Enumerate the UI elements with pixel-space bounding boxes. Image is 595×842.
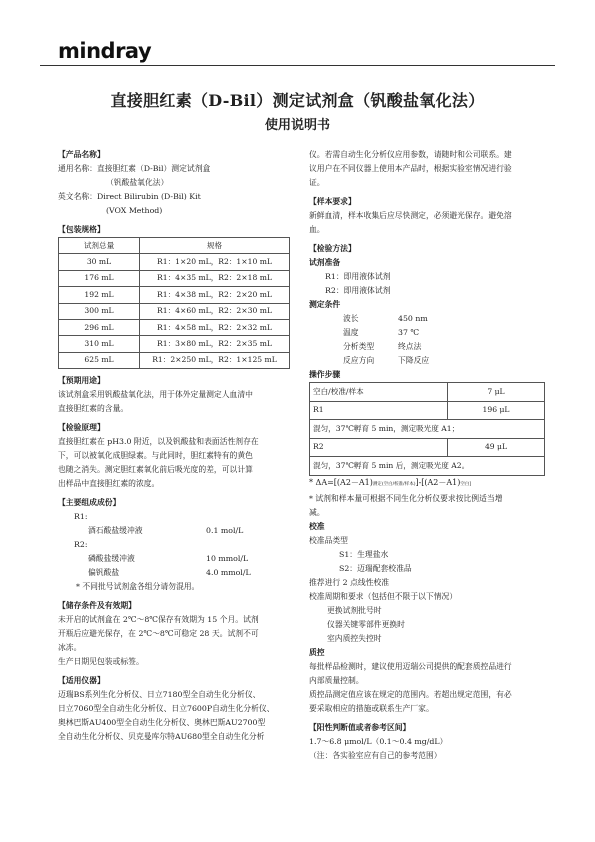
table-row — [59, 270, 290, 286]
paragraph-line: 全自动生化分析仪、贝克曼库尔特AU680型全自动生化分析 — [58, 732, 265, 742]
table-row — [310, 420, 545, 439]
table-row — [59, 287, 290, 303]
paragraph-line: 出样品中直接胆红素的浓度。 — [58, 479, 160, 489]
english-name-method: (VOX Method) — [106, 206, 163, 215]
paragraph-line: 血。 — [309, 225, 325, 234]
table-row — [310, 457, 545, 476]
section-heading-principle: 【检验原理】 — [58, 423, 105, 433]
reagent-item: R1：即用液体试剂 — [325, 272, 391, 281]
calibration-case: 室内质控失控时 — [327, 633, 382, 643]
table-header-cell: 试剂总量 — [59, 238, 140, 254]
paragraph-line: 日立7060型全自动生化分析仪、日立7600P自动生化分析仪、 — [58, 704, 275, 714]
section-heading-instruments: 【适用仪器】 — [58, 676, 105, 686]
paragraph-line: 下，可以被氧化成胆绿素。与此同时，胆红素特有的黄色 — [58, 451, 253, 461]
document-subtitle: 使用说明书 — [264, 118, 330, 133]
paragraph-line: 未开启的试剂盒在 2℃～8℃保存有效期为 15 个月。试剂 — [58, 615, 259, 625]
table-cell: 310 mL — [59, 336, 140, 352]
left-column — [58, 148, 290, 744]
table-cell: R1：1×20 mL，R2：1×10 mL — [140, 254, 290, 270]
table-cell: 296 mL — [59, 319, 140, 335]
paragraph-line: 议用户在不同仪器上使用本产品时，根据实验室情况进行验 — [309, 164, 512, 173]
right-column — [309, 148, 545, 763]
document-title: 直接胆红素（D-Bil）测定试剂盒（钒酸盐氧化法） — [110, 91, 485, 110]
component-item: 磷酸盐缓冲液 10 mmol/L — [88, 554, 249, 564]
table-header-cell: 规格 — [140, 238, 290, 254]
subheading-reagent-prep: 试剂准备 — [309, 258, 341, 267]
paragraph-line: 生产日期见包装或标签。 — [58, 657, 144, 667]
calibrator-item: S1：生理盐水 — [339, 549, 389, 559]
paragraph-line: 冰冻。 — [58, 643, 82, 653]
generic-name: 通用名称：直接胆红素（D-Bil）测定试剂盒 — [58, 164, 211, 173]
section-heading-method: 【检验方法】 — [309, 244, 356, 253]
subheading-qc: 质控 — [309, 647, 325, 657]
calibration-case: 更换试剂批号时 — [327, 605, 382, 615]
calibrator-item: S2：迈瑞配套校准品 — [339, 563, 412, 573]
component-item: 酒石酸盐缓冲液 0.1 mol/L — [88, 526, 244, 536]
table-cell: 300 mL — [59, 303, 140, 319]
table-row — [310, 401, 545, 420]
table-cell: 7 μL — [448, 383, 545, 402]
table-cell: 192 mL — [59, 287, 140, 303]
table-cell: 混匀，37℃孵育 5 min 后，测定吸光度 A2。 — [310, 457, 545, 476]
table-cell: 空白/校准/样本 — [310, 383, 448, 402]
component-group-r1: R1: — [74, 512, 88, 522]
condition-row: 反应方向 下降反应 — [343, 356, 430, 365]
section-heading-sample: 【样本要求】 — [309, 197, 356, 206]
table-cell: 49 μL — [448, 438, 545, 457]
table-cell: R2 — [310, 438, 448, 457]
component-item: 偏钒酸盐 4.0 mmol/L — [88, 568, 251, 578]
subheading-steps: 操作步骤 — [309, 370, 341, 379]
paragraph-line: 也随之消失。测定胆红素氧化前后吸光度的差，可以计算 — [58, 465, 253, 475]
packaging-table — [58, 237, 290, 369]
table-row — [59, 254, 290, 270]
table-cell: 混匀，37℃孵育 5 min，测定吸光度 A1； — [310, 420, 545, 439]
paragraph-line: * 试剂和样本量可根据不同生化分析仪要求按比例适当增 — [309, 493, 503, 503]
table-row — [59, 303, 290, 319]
paragraph-line: 质控品测定值应该在规定的范围内。若超出规定范围，有必 — [309, 689, 512, 699]
section-heading-product-name: 【产品名称】 — [58, 150, 105, 159]
table-cell: R1：4×35 mL，R2：2×18 mL — [140, 270, 290, 286]
condition-row: 分析类型 终点法 — [343, 342, 422, 351]
calibration-case: 仪器关键零部件更换时 — [327, 619, 405, 629]
paragraph-line: 直接胆红素在 pH3.0 附近，以及钒酸盐和表面活性剂存在 — [58, 437, 259, 447]
paragraph-line: 证。 — [309, 178, 325, 187]
procedure-table — [309, 382, 545, 476]
paragraph-line: 开瓶后应避光保存，在 2℃～8℃可稳定 28 天。试剂不可 — [58, 629, 259, 639]
table-row — [59, 336, 290, 352]
table-cell: 625 mL — [59, 352, 140, 368]
condition-row: 温度 37 ℃ — [343, 328, 420, 337]
paragraph-line: 内部质量控制。 — [309, 675, 364, 685]
delta-a-formula: * ΔA=[(A2－A1)测定(空白/校准/样本)]-[(A2－A1)空白] — [309, 477, 472, 487]
reagent-item: R2：即用液体试剂 — [325, 286, 391, 295]
paragraph-line: 该试剂盒采用钒酸盐氧化法，用于体外定量测定人血清中 — [58, 390, 253, 400]
reference-note: （注：各实验室应有自己的参考范围） — [309, 750, 442, 760]
table-cell: R1：4×38 mL，R2：2×20 mL — [140, 287, 290, 303]
table-cell: 196 μL — [448, 401, 545, 420]
generic-name-method: （钒酸盐氧化法） — [106, 178, 169, 187]
header-divider — [40, 65, 555, 66]
table-row — [310, 438, 545, 457]
paragraph-line: 校准周期和要求（包括但不限于以下情况） — [309, 591, 458, 601]
table-cell: 176 mL — [59, 270, 140, 286]
paragraph-line: 奥林巴斯AU400型全自动生化分析仪、奥林巴斯AU2700型 — [58, 718, 266, 728]
paragraph-line: 迈瑞BS系列生化分析仪、日立7180型全自动生化分析仪、 — [58, 690, 261, 700]
paragraph-line: 校准品类型 — [309, 535, 348, 545]
condition-row: 波长 450 nm — [343, 314, 428, 323]
paragraph-line: 直接胆红素的含量。 — [58, 404, 129, 414]
section-heading-packaging: 【包装规格】 — [58, 225, 105, 234]
component-group-r2: R2: — [74, 540, 88, 550]
table-header-row — [59, 238, 290, 254]
paragraph-line: 减。 — [309, 507, 325, 517]
section-heading-reference: 【阳性判断值或者参考区间】 — [309, 722, 411, 732]
subheading-conditions: 测定条件 — [309, 300, 341, 309]
reference-range: 1.7～6.8 μmol/L（0.1～0.4 mg/dL） — [309, 736, 448, 746]
brand-logo: mindray — [58, 39, 152, 63]
table-row — [59, 352, 290, 368]
components-note: * 不同批号试剂盒各组分请勿混用。 — [76, 582, 200, 592]
subheading-calibration: 校准 — [309, 521, 325, 531]
english-name: 英文名称：Direct Bilirubin (D-Bil) Kit — [58, 192, 201, 201]
table-row — [59, 319, 290, 335]
table-cell: R1 — [310, 401, 448, 420]
table-cell: R1：2×250 mL，R2：1×125 mL — [140, 352, 290, 368]
paragraph-line: 仪。若需自动生化分析仪应用参数，请随时和公司联系。建 — [309, 150, 512, 159]
paragraph-line: 要采取相应的措施或联系生产厂家。 — [309, 703, 434, 713]
table-cell: R1：4×60 mL，R2：2×30 mL — [140, 303, 290, 319]
section-heading-intended-use: 【预期用途】 — [58, 376, 105, 386]
paragraph-line: 每批样品检测时，建议使用迈瑞公司提供的配套质控品进行 — [309, 661, 512, 671]
paragraph-line: 推荐进行 2 点线性校准 — [309, 577, 390, 587]
table-row — [310, 383, 545, 402]
table-cell: R1：3×80 mL，R2：2×35 mL — [140, 336, 290, 352]
table-cell: 30 mL — [59, 254, 140, 270]
section-heading-storage: 【储存条件及有效期】 — [58, 601, 136, 611]
paragraph-line: 新鲜血清，样本收集后应尽快测定，必须避光保存。避免溶 — [309, 211, 512, 220]
table-cell: R1：4×58 mL，R2：2×32 mL — [140, 319, 290, 335]
section-heading-components: 【主要组成成份】 — [58, 498, 121, 508]
